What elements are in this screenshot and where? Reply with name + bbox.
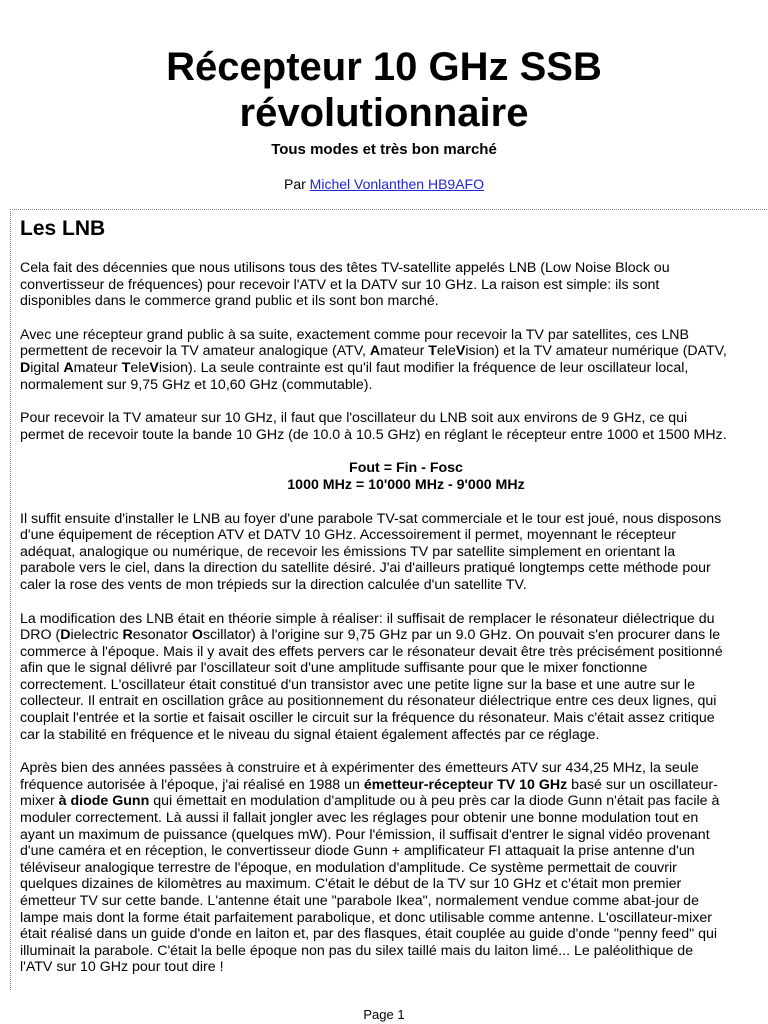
section-heading: Les LNB <box>20 217 106 240</box>
text-line: Après bien des années passées à construire et à expérimenter des émetteurs ATV sur 434,25 MHz, la seule <box>20 760 699 777</box>
paragraph-5 <box>20 611 768 744</box>
title-line-1: Récepteur 10 GHz SSB <box>166 45 602 89</box>
subtitle: Tous modes et très bon marché <box>271 141 497 158</box>
paragraph-1 <box>20 260 768 310</box>
text-line: fréquence autorisée à l'époque, j'ai réalisé en 1988 un émetteur-récepteur TV 10 GHz basé sur un oscillateur- <box>20 776 718 793</box>
text-line: Digital Amateur TeleVision). La seule contrainte est qu'il faut modifier la fréquence de leur oscillateur local, <box>20 359 689 376</box>
text-line: normalement sur 9,75 GHz et 10,60 GHz (commutable). <box>20 376 373 393</box>
text-line: lampe mais dont la forme était parfaitement parabolique, et donc utilisable comme antenne. L'oscillateur-mixer <box>20 909 712 926</box>
text-line: afin que le signal délivré par l'oscillateur soit d'une amplitude suffisante pour que le mixer fonctionne <box>20 660 648 677</box>
text-line: illuminait la parabole. C'était la belle époque non pas du silex taillé mais du laiton limé... Le paléolithique de <box>20 942 694 959</box>
text-line: disponibles dans le commerce grand public et ils sont bon marché. <box>20 293 439 310</box>
text-line: était réalisé dans un guide d'onde en laiton et, par des flasques, était couplée au guide d'onde "penny feed" qui <box>20 926 718 943</box>
text-line: couplait l'entrée et la sortie et faisait osciller le circuit sur la fréquence du résonateur. Mais c'était assez critique <box>20 710 715 727</box>
paragraph-3 <box>20 410 768 443</box>
text-line: moduler correctement. Là aussi il fallait jongler avec les réglages pour obtenir une bonne modulation tout en <box>20 810 699 827</box>
page-title <box>0 44 768 136</box>
text-line: Cela fait des décennies que nous utilisons tous des têtes TV-satellite appelés LNB (Low Noise Block ou <box>20 260 670 276</box>
page-number: Page 1 <box>363 1007 405 1022</box>
formula-block <box>20 460 768 493</box>
text-line: car la stabilité en fréquence et le niveau du signal étaient également affectés par ce réglage. <box>20 726 600 743</box>
text-line: mixer à diode Gunn qui émettait en modulation d'amplitude ou à peu près car la diode Gunn n'était pas facile à <box>20 793 720 810</box>
paragraph-6 <box>20 760 768 976</box>
byline <box>0 176 768 193</box>
text-line: ayant un maximum de puissance (quelques mW). Pour l'émission, il suffisait d'entrer le signal vidéo provenant <box>20 826 710 843</box>
text-line: Il suffit ensuite d'installer le LNB au foyer d'une parabole TV-sat commerciale et le tour est joué, nous disposons <box>20 510 722 527</box>
text-line: commerce à l'époque. Mais il y avait des effets pervers car le résonateur devait être très précisément positionné <box>20 643 723 660</box>
text-line: d'une caméra et en réception, le convertisseur diode Gunn + amplificateur FI attaquait la prise antenne d'un <box>20 843 695 860</box>
byline-prefix: Par <box>283 176 306 192</box>
text-line: téléviseur analogique terrestre de l'époque, en modulation d'amplitude. Ce système permettait de couvrir <box>20 859 677 876</box>
author-link[interactable]: Michel Vonlanthen HB9AFO <box>309 176 484 192</box>
text-line: DRO (Dielectric Resonator Oscillator) à l'origine sur 9,75 GHz par un 9.0 GHz. On pouvait s'en procurer dans le <box>20 627 721 644</box>
text-line: quelques dizaines de kilomètres au maximum. C'était le début de la TV sur 10 GHz et c'était mon premier <box>20 876 682 893</box>
text-line: caler la rose des vents de mon trépieds sur la direction calculée d'un satellite TV. <box>20 576 527 593</box>
text-line: permettent de recevoir la TV amateur analogique (ATV, Amateur TeleVision) et la TV amateur numérique (DATV, <box>20 343 727 360</box>
text-line: La modification des LNB était en théorie simple à réaliser: il suffisait de remplacer le résonateur diélectrique du <box>20 610 715 627</box>
text-line: Pour recevoir la TV amateur sur 10 GHz, il faut que l'oscillateur du LNB soit aux environs de 9 GHz, ce qui <box>20 410 688 427</box>
text-line: adéquat, analogique ou numérique, de recevoir les émissions TV par satellite simplement en orientant la <box>20 543 676 560</box>
text-line: convertisseur de fréquences) pour recevoir l'ATV et la DATV sur 10 GHz. La raison est simple: ils sont <box>20 276 660 293</box>
text-line: permet de recevoir toute la bande 10 GHz (de 10.0 à 10.5 GHz) en réglant le récepteur entre 1000 et 1500 MHz. <box>20 426 727 443</box>
title-line-2: révolutionnaire <box>239 91 529 135</box>
text-line: l'ATV sur 10 GHz pour tout dire ! <box>20 959 224 976</box>
text-line: collecteur. Il entrait en oscillation grâce au positionnement du résonateur diélectrique entre ces deux lignes, qui <box>20 693 717 710</box>
text-line: Avec une récepteur grand public à sa suite, exactement comme pour recevoir la TV par satellites, ces LNB <box>20 326 689 343</box>
text-line: correctement. L'oscillateur était constitué d'un transistor avec une petite ligne sur la base et une autre sur le <box>20 676 695 693</box>
text-line: émetteur TV sur cette bande. L'antenne était une "parabole Ikea", normalement vendue comme abat-jour de <box>20 893 699 909</box>
paragraph-4 <box>20 511 768 594</box>
article-body <box>20 216 768 993</box>
paragraph-2 <box>20 327 768 393</box>
text-line: parabole vers le ciel, dans la direction du satellite désiré. J'ai d'ailleurs pratiqué longtemps cette méthode pour <box>20 560 711 577</box>
text-line: d'une équipement de réception ATV et DATV 10 GHz. Accessoirement il permet, moyennant le récepteur <box>20 527 676 544</box>
formula-line-2: 1000 MHz = 10'000 MHz - 9'000 MHz <box>287 476 525 493</box>
formula-line-1: Fout = Fin - Fosc <box>349 460 463 477</box>
